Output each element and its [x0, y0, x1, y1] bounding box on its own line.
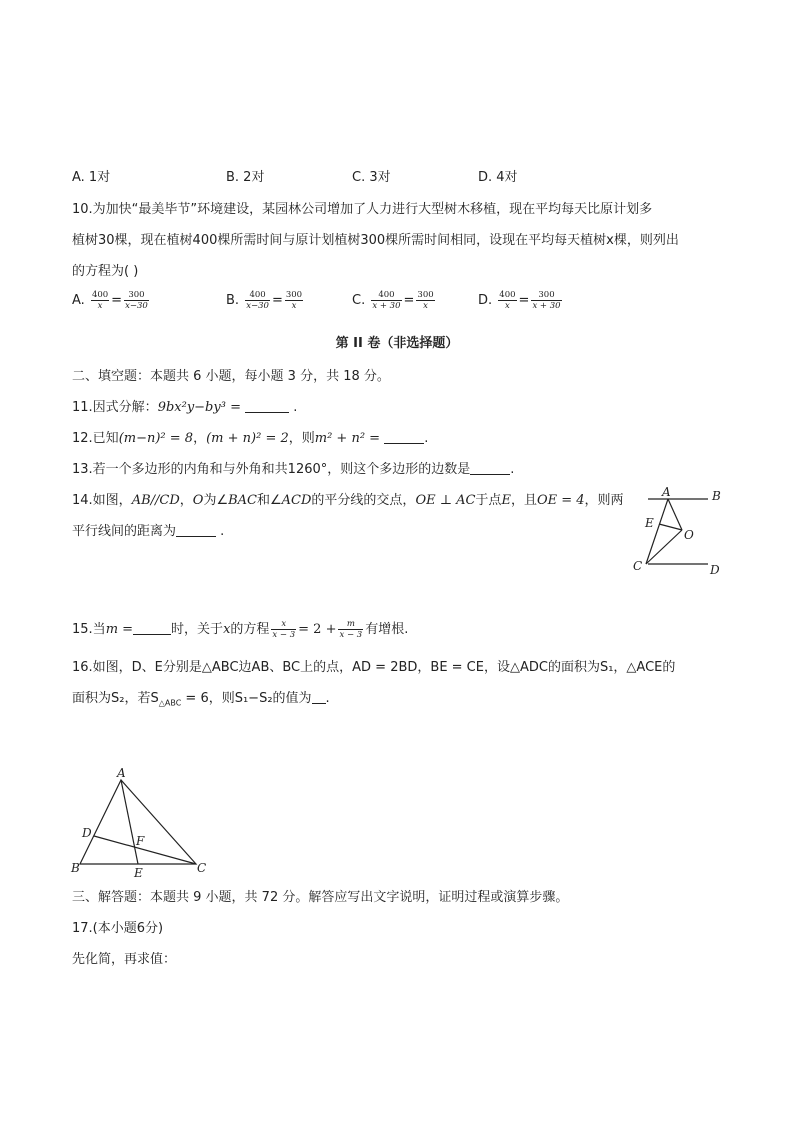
q9-option-c: C. 3对 — [352, 170, 391, 185]
q10-option-a: A. $\frac{400}{x}$ = $\frac{300}{x-30}$ — [72, 290, 148, 311]
q12: 12.已知(m−n)² = 8，(m + n)² = 2，则m² + n² = . — [72, 431, 429, 446]
fig14-label-e: E — [645, 516, 654, 530]
fig16-label-c: C — [197, 861, 207, 875]
q10-line2: 植树30棵，现在植树400棵所需时间与原计划植树300棵所需时间相同，设现在平均每天植树x棵，则列出 — [72, 233, 679, 248]
q10-option-d: D. $\frac{400}{x}$ = $\frac{300}{x + 30}$ — [478, 290, 561, 311]
q14-figure — [628, 484, 728, 580]
fig14-label-a: A — [662, 485, 671, 499]
q14-answer-blank[interactable] — [176, 524, 216, 537]
q14-line2: 平行线间的距离为 . — [72, 524, 225, 539]
q17-title: 17.(本小题6分) — [72, 921, 164, 936]
fig16-label-b: B — [71, 861, 80, 875]
fig16-label-a: A — [117, 766, 126, 780]
part-2-heading: 二、填空题：本题共 6 小题，每小题 3 分，共 18 分。 — [72, 369, 390, 384]
q9-option-b: B. 2对 — [226, 170, 265, 185]
q10-option-c: C. $\frac{400}{x + 30}$ = $\frac{300}{x}$ — [352, 290, 434, 311]
q15: 15.当m = 时，关于x的方程 $\frac{x}{x - 3}$ = 2 + $\frac{m}{x - 3}$ 有增根. — [72, 619, 409, 640]
q16-line2: 面积为S₂，若$S_{\triangle ABC} = 6$，则S₁−S₂的值为 . — [72, 691, 330, 708]
section-2-title: 第 II 卷（非选择题） — [335, 336, 459, 351]
part-3-heading: 三、解答题：本题共 9 小题，共 72 分。解答应写出文字说明，证明过程或演算步骤。 — [72, 890, 569, 905]
fig14-label-b: B — [712, 489, 721, 503]
fig16-label-f: F — [136, 834, 145, 848]
q16-figure — [66, 766, 216, 881]
q17-text: 先化简，再求值： — [72, 952, 177, 967]
q15-answer-blank[interactable] — [133, 622, 171, 635]
fig14-label-c: C — [633, 559, 643, 573]
q16-line1: 16.如图，D、E分别是△ABC边AB、BC上的点，AD = 2BD，BE = CE，设△ADC的面积为S₁，△ACE的 — [72, 660, 676, 675]
q10-option-b: B. $\frac{400}{x-30}$ = $\frac{300}{x}$ — [226, 290, 303, 311]
q14-line1: 14.如图，AB//CD，O为∠BAC和∠ACD的平分线的交点，OE ⊥ AC于点E，且OE = 4，则两 — [72, 493, 624, 508]
fig16-label-e: E — [134, 866, 143, 880]
q12-answer-blank[interactable] — [384, 431, 424, 444]
fig14-label-d: D — [710, 563, 720, 577]
q10-line3: 的方程为( ) — [72, 264, 139, 279]
q13: 13.若一个多边形的内角和与外角和共1260°，则这个多边形的边数是 . — [72, 462, 515, 477]
q11: 11.因式分解：9bx²y−by³ = . — [72, 400, 298, 415]
q10-line1: 10.为加快“最美毕节”环境建设，某园林公司增加了人力进行大型树木移植，现在平均每天比原计划多 — [72, 202, 653, 217]
fig14-label-o: O — [684, 528, 694, 542]
q16-answer-blank[interactable] — [312, 691, 326, 704]
q9-option-d: D. 4对 — [478, 170, 518, 185]
q11-answer-blank[interactable] — [245, 400, 289, 413]
fig16-label-d: D — [82, 826, 92, 840]
q9-option-a: A. 1对 — [72, 170, 111, 185]
q13-answer-blank[interactable] — [470, 462, 510, 475]
